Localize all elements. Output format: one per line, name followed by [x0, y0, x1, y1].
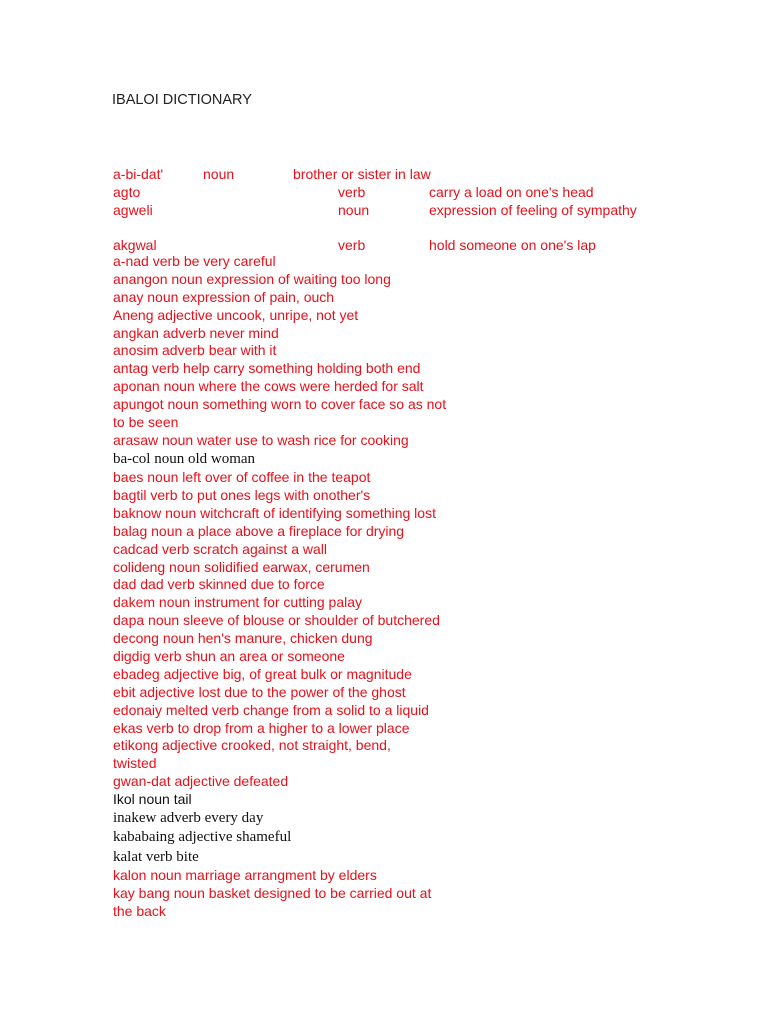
dictionary-entry: bagtil verb to put ones legs with onother's [113, 486, 371, 503]
dictionary-entry: dapa noun sleeve of blouse or shoulder of butchered [113, 612, 440, 629]
dictionary-entry: arasaw noun water use to wash rice for cooking [113, 431, 409, 448]
dictionary-entry: balag noun a place above a fireplace for drying [113, 522, 405, 539]
dictionary-entry: ebadeg adjective big, of great bulk or magnitude [113, 665, 412, 682]
entry-meaning: brother or sister in law [293, 166, 431, 182]
dictionary-entry: anay noun expression of pain, ouch [113, 288, 335, 305]
document-title: IBALOI DICTIONARY [112, 92, 252, 108]
dictionary-entry: anangon noun expression of waiting too long [113, 270, 391, 287]
dictionary-entry: apungot noun something worn to cover face so as not [113, 396, 447, 413]
dictionary-entry: decong noun hen's manure, chicken dung [113, 630, 373, 647]
entry-word: akgwal [113, 237, 157, 253]
dictionary-entry: ekas verb to drop from a higher to a lower place [113, 719, 410, 736]
entry-part-of-speech: noun [338, 202, 370, 218]
dictionary-entry-continuation: to be seen [113, 414, 179, 431]
dictionary-entry: cadcad verb scratch against a wall [113, 540, 327, 557]
entry-part-of-speech: verb [338, 184, 366, 200]
dictionary-entry: Ikol noun tail [113, 791, 192, 808]
dictionary-entry: baes noun left over of coffee in the teapot [113, 469, 371, 486]
dictionary-entry: antag verb help carry something holding both end [113, 360, 421, 377]
dictionary-entry: colideng noun solidified earwax, cerumen [113, 558, 370, 575]
dictionary-entry: a-nad verb be very careful [113, 253, 276, 269]
entry-word: a-bi-dat' [113, 166, 164, 182]
dictionary-entry-list [113, 253, 673, 921]
dictionary-entry: digdig verb shun an area or someone [113, 648, 345, 664]
entry-meaning: hold someone on one's lap [429, 237, 596, 253]
dictionary-entry-continuation: twisted [113, 755, 157, 772]
dictionary-entry: edonaiy melted verb change from a solid to a liquid [113, 701, 429, 718]
dictionary-entry-continuation: the back [113, 902, 166, 919]
entry-meaning: expression of feeling of sympathy [429, 202, 637, 218]
dictionary-entry: anosim adverb bear with it [113, 342, 277, 359]
entry-meaning: carry a load on one's head [429, 184, 594, 200]
dictionary-entry: baknow noun witchcraft of identifying something lost [113, 504, 436, 521]
dictionary-entry: angkan adverb never mind [113, 324, 279, 341]
dictionary-entry: aponan noun where the cows were herded for salt [113, 378, 424, 395]
dictionary-entry: dakem noun instrument for cutting palay [113, 594, 363, 611]
dictionary-entry: etikong adjective crooked, not straight, bend, [113, 737, 391, 754]
dictionary-entry: inakew adverb every day [113, 810, 264, 827]
dictionary-entry: kababaing adjective shameful [113, 829, 292, 846]
dictionary-entry: kalat verb bite [113, 848, 199, 865]
dictionary-entry: Aneng adjective uncook, unripe, not yet [113, 306, 359, 323]
dictionary-entry: ebit adjective lost due to the power of the ghost [113, 683, 406, 700]
dictionary-entry: kay bang noun basket designed to be carried out at [113, 884, 432, 901]
entry-word: agweli [113, 202, 153, 218]
entry-part-of-speech: verb [338, 237, 366, 253]
dictionary-entry: ba-col noun old woman [113, 450, 256, 467]
entry-word: agto [113, 184, 141, 200]
dictionary-entry: gwan-dat adjective defeated [113, 773, 289, 790]
dictionary-entry: dad dad verb skinned due to force [113, 576, 325, 593]
entry-part-of-speech: noun [203, 166, 235, 182]
dictionary-entry: kalon noun marriage arrangment by elders [113, 866, 377, 883]
